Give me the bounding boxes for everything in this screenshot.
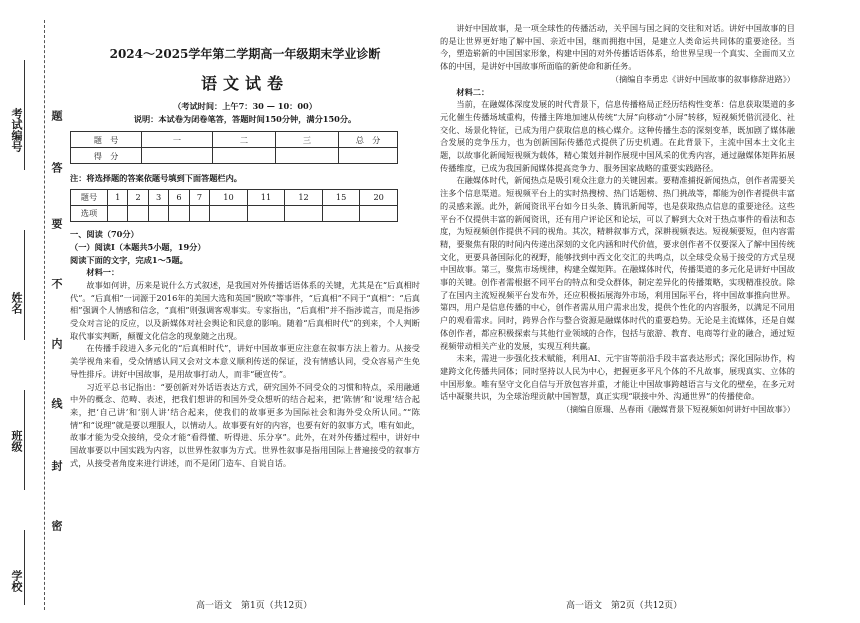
class-rule[interactable] bbox=[24, 390, 25, 490]
answer-cell[interactable] bbox=[247, 206, 285, 222]
seal-word: 密 bbox=[50, 520, 63, 531]
answer-cell[interactable] bbox=[148, 206, 168, 222]
answer-table-row bbox=[71, 206, 398, 222]
page-footer: 高一语文 第2页（共12页） bbox=[566, 601, 683, 611]
binding-margin bbox=[0, 0, 62, 623]
seal-word: 不 bbox=[50, 278, 63, 289]
paragraph: 当前，在融媒体深度发展的时代背景下，信息传播格局正经历结构性变革：信息获取渠道的多元化催生传播场域重构，传播主阵地加速从传统“大屏”向移动“小屏”转移，短视频凭借沉浸化、社交化、场景化特征，已成为用户获取信息的核心媒介。这种传播生态的深刻变革，既加剧了媒体融合发展的竞争压力，也为创新国际传播范式提供了历史机遇。在此背景下，主流中国本土文化主题，以故事化新闻短视频为载体，精心策划并制作展现中国风采的优秀内容，通过融媒体矩阵拓展传播维度，已成为我国新闻媒体提高竞争力、服务国家战略的重要实践路径。 bbox=[440, 99, 795, 173]
school-label: 学校 bbox=[10, 570, 23, 592]
answer-table bbox=[70, 189, 398, 222]
source-citation: （摘编自原瑞、丛春雨《融媒背景下短视频如何讲好中国故事》） bbox=[561, 404, 795, 415]
answer-table-cell: 15 bbox=[322, 190, 360, 206]
answer-cell[interactable] bbox=[210, 206, 248, 222]
score-cell[interactable] bbox=[276, 148, 339, 164]
paragraph: 在传播手段进入多元化的“后真相时代”，讲好中国故事更应注意在叙事方法上着力。从接受美学视角来看，受众情感认同又会对文本意义顺利传送的保证，没有情感认同，受众容易产生免导性排斥。讲好中国故事，是用故事打动人，而非“硬宣传”。 bbox=[70, 343, 420, 379]
answer-cell[interactable] bbox=[189, 206, 209, 222]
exam-note: 说明：本试卷为闭卷笔答，答题时间150分钟，满分150分。 bbox=[133, 113, 357, 124]
score-table-cell: 题 号 bbox=[71, 132, 142, 148]
answer-table-cell: 3 bbox=[148, 190, 168, 206]
seal-word: 线 bbox=[50, 398, 63, 409]
paragraph: 习近平总书记指出：“要创新对外话语表达方式，研究国外不同受众的习惯和特点，采用融通中外的概念、范畴、表述，把我们想讲的和国外受众想听的结合起来，把‘陈情’和‘说理’结合起来，把‘自己讲’和‘别人讲’结合起来，使我们的故事更多为国际社会和海外受众所认同。”“陈情”和“说理”就是要以理服人，以情动人。故事要有好的内容，也要有好的叙事方式，唯有如此，故事才能为受众接纳，受众才能“看得懂、听得进、乐分享”。此外，在对外传播过程中，讲好中国故事要以中国实践为内容，以世界性叙事为方式。世界性叙事是指用国际上普遍接受的叙事方式，从接受者角度来进行讲述，而不是闭门造车、自说自话。 bbox=[70, 381, 420, 468]
score-cell[interactable] bbox=[213, 148, 276, 164]
answer-table-row bbox=[71, 190, 398, 206]
answer-cell[interactable] bbox=[285, 206, 323, 222]
answer-table-cell: 20 bbox=[360, 190, 398, 206]
paragraph: 故事如何讲，历来是说什么方式叙述，是我国对外传播话语体系的关键，尤其是在“后真相时代”。“后真相”一词源于2016年的美国大选和英国“脱欧”等事件，“后真相”不同于“真相”：“后真相”强调个人情感和信念，“真相”则强调客观事实。专家指出，“后真相”并不指涉谎言，而是指涉受众对言论的反应，以及新媒体对社会舆论和民意的影响。随着“后真相时代”的到来，个人判断取代事实判断，颠覆文化信念的现象随之出现。 bbox=[70, 279, 420, 341]
subject-title: 语文试卷 bbox=[200, 74, 289, 93]
score-table bbox=[70, 131, 398, 164]
subsection-heading: （一）阅读Ⅰ（本题共5小题，19分） bbox=[70, 241, 206, 252]
answer-table-cell: 12 bbox=[285, 190, 323, 206]
answer-table-cell: 7 bbox=[189, 190, 209, 206]
answer-table-cell: 2 bbox=[128, 190, 148, 206]
answer-cell[interactable] bbox=[360, 206, 398, 222]
answer-cell[interactable] bbox=[108, 206, 128, 222]
answer-table-cell: 10 bbox=[210, 190, 248, 206]
answer-cell[interactable] bbox=[128, 206, 148, 222]
page-footer: 高一语文 第1页（共12页） bbox=[196, 601, 313, 611]
paragraph: 未来，需进一步强化技术赋能，利用AI、元宇宙等前沿手段丰富表达形式；深化国际协作，构建跨文化传播共同体；同时坚持以人民为中心，把握更多平凡个体的不凡故事，展现真实、立体的中国形象。唯有坚守文化自信与开放包容并重，才能让中国故事跨越语言与文化的壁垒，在多元对话中凝聚共识，为全球治理贡献中国智慧，真正实现“联接中外、沟通世界”的传播使命。 bbox=[440, 353, 795, 402]
seal-word: 答 bbox=[50, 162, 63, 173]
class-field bbox=[8, 430, 24, 455]
instruction: 阅读下面的文字，完成1～5题。 bbox=[70, 254, 188, 265]
page-2 bbox=[440, 22, 795, 416]
class-label: 班级 bbox=[10, 430, 23, 452]
section-heading: 一、阅读（70分） bbox=[70, 229, 139, 240]
answer-table-cell: 题号 bbox=[71, 190, 108, 206]
name-rule[interactable] bbox=[24, 230, 25, 340]
school-field bbox=[8, 570, 24, 595]
score-table-row bbox=[71, 132, 398, 148]
answer-table-cell: 11 bbox=[247, 190, 285, 206]
name-field bbox=[8, 292, 24, 317]
score-cell[interactable] bbox=[339, 148, 398, 164]
exam-no-rule[interactable] bbox=[24, 60, 25, 170]
answer-note: 注：将选择题的答案依题号填到下面答题栏内。 bbox=[70, 173, 242, 184]
score-table-cell: 三 bbox=[276, 132, 339, 148]
seal-word: 题 bbox=[50, 110, 63, 121]
score-table-cell: 总 分 bbox=[339, 132, 398, 148]
seal-word: 内 bbox=[50, 338, 63, 349]
seal-word: 封 bbox=[50, 460, 63, 471]
name-label: 姓名 bbox=[10, 292, 23, 314]
answer-table-cell: 选项 bbox=[71, 206, 108, 222]
answer-table-cell: 6 bbox=[169, 190, 189, 206]
school-rule[interactable] bbox=[24, 530, 25, 605]
page-1 bbox=[70, 46, 420, 469]
exam-no-field bbox=[8, 108, 24, 155]
seal-word: 要 bbox=[50, 218, 63, 229]
answer-cell[interactable] bbox=[169, 206, 189, 222]
score-table-cell: 得 分 bbox=[71, 148, 142, 164]
answer-cell[interactable] bbox=[322, 206, 360, 222]
exam-title: 2024～2025学年第二学期高一年级期末学业诊断 bbox=[109, 47, 381, 61]
score-table-cell: 一 bbox=[142, 132, 213, 148]
exam-time: （考试时间：上午7：30 — 10：00） bbox=[173, 101, 317, 111]
answer-table-cell: 1 bbox=[108, 190, 128, 206]
exam-no-label: 考试编号 bbox=[10, 108, 23, 152]
paragraph: 讲好中国故事，是一项全球性的传播活动，关乎国与国之间的交往和对话。讲好中国故事的目的是让世界更好地了解中国、亲近中国，继而拥抱中国，是建立人类命运共同体的重要途径。当今，塑造崭新的中国国家形象，构建中国的对外传播话语体系，给世界呈现一个真实、全面而又立体的中国，是讲好中国故事所面临的新使命和新任务。 bbox=[440, 23, 795, 72]
seal-dashed-line bbox=[44, 20, 45, 610]
score-cell[interactable] bbox=[142, 148, 213, 164]
score-table-row bbox=[71, 148, 398, 164]
paragraph: 在融媒体时代，新闻热点是吸引观众注意力的关键因素。要精准捕捉新闻热点，创作者需要关注多个信息渠道。短视频平台上的实时热搜榜、热门话题榜、热门挑战等，都能为创作者提供丰富的灵感来源。此外，新闻资讯平台如今日头条、腾讯新闻等，也是获取热点信息的重要途径。这些平台不仅提供丰富的新闻资讯，还有用户评论区和论坛，可以了解到大众对于热点事件的看法和态度，为短视频创作提供不同的视角。其次，精耕叙事方式，深耕视频表达。短视频要短，但内容需精，要聚焦有限的时间内传递出深刻的文化内涵和时代价值，要求创作者不仅要深入了解中国传统文化，更要具备国际化的视野，能够找到中西文化交汇的共鸣点，以全球受众易于接受的方式呈现中国故事。第三，聚焦市场规律，构建全媒矩阵。在融媒体时代，传播渠道的多元化是讲好中国故事的关键。创作者需根据不同平台的特点和受众群体，制定差异化的传播策略，实现精准投放。除了在国内主流短视频平台发布外，还应积极拓展海外市场，利用国际平台，将中国故事推向世界。第四，用户是信息传播的中心，创作者需从用户需求出发，提供个性化的内容服务，以满足不同用户的观看需求。同时，跨界合作与整合资源是融媒体时代的重要趋势。无论是主流媒体，还是自媒体创作者，都应积极探索与其他行业领域的合作，包括与旅游、教育、电商等行业的融合，通过短视频带动相关产业的发展，实现互利共赢。 bbox=[440, 175, 795, 351]
source-citation: （摘编自李勇忠《讲好中国故事的叙事修辞进路》） bbox=[610, 73, 795, 84]
score-table-cell: 二 bbox=[213, 132, 276, 148]
material-heading: 材料二： bbox=[456, 86, 490, 97]
material-heading: 材料一： bbox=[86, 267, 120, 278]
